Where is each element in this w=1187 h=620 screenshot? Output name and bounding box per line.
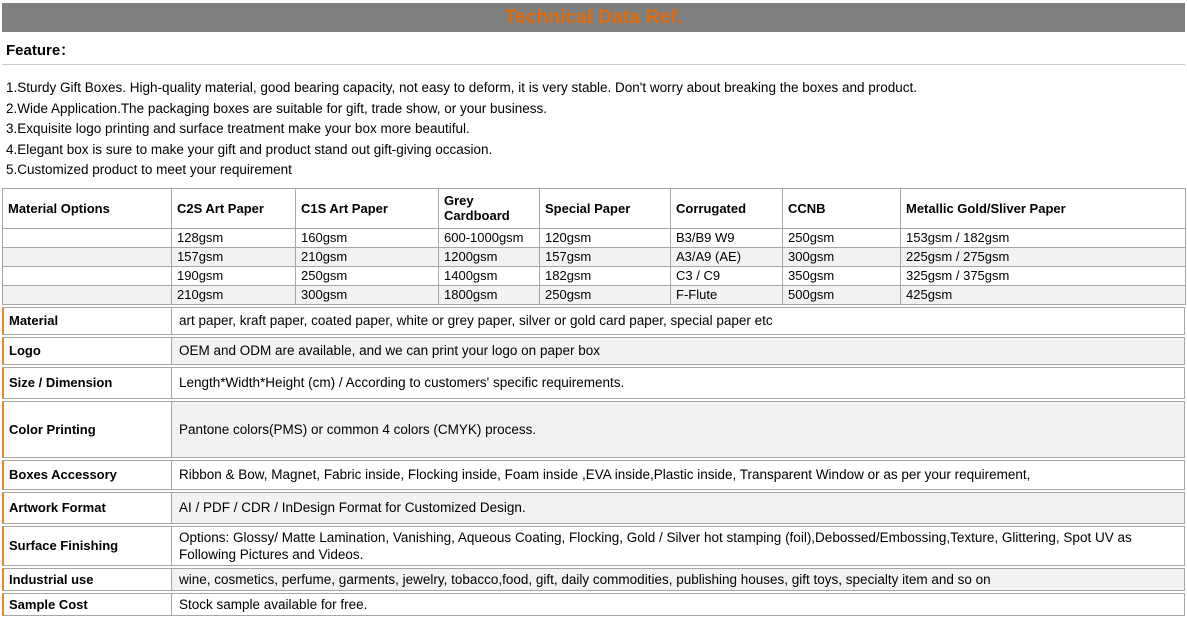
materials-table — [2, 188, 1186, 305]
table-cell: 153gsm / 182gsm — [901, 228, 1186, 247]
spec-label: Boxes Accessory — [4, 461, 172, 489]
table-cell: 250gsm — [540, 285, 671, 304]
table-cell: 128gsm — [172, 228, 296, 247]
feature-heading: Feature： — [2, 37, 1185, 65]
spec-row-boxes-accessory — [2, 460, 1185, 490]
table-row — [3, 266, 1186, 285]
spec-row-logo — [2, 337, 1185, 365]
table-cell: 250gsm — [783, 228, 901, 247]
feature-item: 1.Sturdy Gift Boxes. High-quality material, good bearing capacity, not easy to deform, it is very stable. Don't worry about breaking the boxes and product. — [6, 80, 918, 95]
table-cell: 300gsm — [296, 285, 439, 304]
table-cell: A3/A9 (AE) — [671, 247, 783, 266]
spec-value: AI / PDF / CDR / InDesign Format for Customized Design. — [172, 493, 1184, 523]
table-cell: 425gsm — [901, 285, 1186, 304]
spec-row-color-printing — [2, 401, 1185, 458]
spec-label: Color Printing — [4, 402, 172, 457]
spec-value: Options: Glossy/ Matte Lamination, Vanishing, Aqueous Coating, Flocking, Gold / Silver hot stamping (foil),Debossed/Embossing,Texture, Glittering, Spot UV as Following Pictures and Videos. — [172, 527, 1184, 565]
table-cell: 210gsm — [172, 285, 296, 304]
spec-row-size-dimension — [2, 367, 1185, 399]
table-cell: 190gsm — [172, 266, 296, 285]
feature-list — [6, 78, 1185, 181]
page-title: Technical Data Ref. — [504, 6, 683, 28]
spec-label: Artwork Format — [4, 493, 172, 523]
table-cell: 120gsm — [540, 228, 671, 247]
table-cell — [3, 247, 172, 266]
table-cell: F-Flute — [671, 285, 783, 304]
spec-row-sample-cost — [2, 593, 1185, 616]
table-cell: 210gsm — [296, 247, 439, 266]
spec-row-artwork-format — [2, 492, 1185, 524]
title-bar — [2, 3, 1185, 32]
table-cell: 600-1000gsm — [439, 228, 540, 247]
spec-row-surface-finishing — [2, 526, 1185, 566]
table-row — [3, 228, 1186, 247]
table-cell — [3, 228, 172, 247]
spec-value: OEM and ODM are available, and we can print your logo on paper box — [172, 338, 1184, 364]
spec-value: wine, cosmetics, perfume, garments, jewelry, tobacco,food, gift, daily commodities, publishing houses, gift toys, specialty item and so on — [172, 569, 1184, 590]
table-cell: 350gsm — [783, 266, 901, 285]
table-cell: 500gsm — [783, 285, 901, 304]
column-header: Corrugated — [671, 188, 783, 228]
feature-item: 5.Customized product to meet your requirement — [6, 162, 292, 177]
table-cell — [3, 266, 172, 285]
spec-label: Material — [4, 308, 172, 334]
spec-row-material — [2, 307, 1185, 335]
table-cell: 1800gsm — [439, 285, 540, 304]
spec-value: art paper, kraft paper, coated paper, white or grey paper, silver or gold card paper, special paper etc — [172, 308, 1184, 334]
table-row — [3, 247, 1186, 266]
spec-value: Stock sample available for free. — [172, 594, 1184, 615]
spec-value: Length*Width*Height (cm) / According to customers' specific requirements. — [172, 368, 1184, 398]
feature-item: 4.Elegant box is sure to make your gift and product stand out gift-giving occasion. — [6, 141, 493, 157]
feature-item: 3.Exquisite logo printing and surface treatment make your box more beautiful. — [6, 121, 470, 136]
table-cell: 250gsm — [296, 266, 439, 285]
table-cell: 300gsm — [783, 247, 901, 266]
table-cell: 182gsm — [540, 266, 671, 285]
column-header: Material Options — [3, 188, 172, 228]
column-header: CCNB — [783, 188, 901, 228]
table-cell: B3/B9 W9 — [671, 228, 783, 247]
table-cell: 325gsm / 375gsm — [901, 266, 1186, 285]
table-cell: C3 / C9 — [671, 266, 783, 285]
table-cell: 157gsm — [172, 247, 296, 266]
column-header: C2S Art Paper — [172, 188, 296, 228]
table-row — [3, 285, 1186, 304]
column-header: Grey Cardboard — [439, 188, 540, 228]
spec-row-industrial-use — [2, 568, 1185, 591]
table-cell: 1400gsm — [439, 266, 540, 285]
table-cell: 157gsm — [540, 247, 671, 266]
spec-label: Size / Dimension — [4, 368, 172, 398]
column-header: Special Paper — [540, 188, 671, 228]
feature-item: 2.Wide Application.The packaging boxes are suitable for gift, trade show, or your business. — [6, 100, 548, 116]
spec-label: Industrial use — [4, 569, 172, 590]
spec-value: Ribbon & Bow, Magnet, Fabric inside, Flocking inside, Foam inside ,EVA inside,Plastic inside, Transparent Window or as per your requirement, — [172, 461, 1184, 489]
table-cell: 1200gsm — [439, 247, 540, 266]
table-cell — [3, 285, 172, 304]
table-cell: 160gsm — [296, 228, 439, 247]
table-cell: 225gsm / 275gsm — [901, 247, 1186, 266]
column-header: C1S Art Paper — [296, 188, 439, 228]
spec-value: Pantone colors(PMS) or common 4 colors (CMYK) process. — [172, 402, 1184, 457]
spec-label: Logo — [4, 338, 172, 364]
spec-label: Surface Finishing — [4, 527, 172, 565]
column-header: Metallic Gold/Sliver Paper — [901, 188, 1186, 228]
spec-label: Sample Cost — [4, 594, 172, 615]
materials-header-row — [3, 188, 1186, 228]
